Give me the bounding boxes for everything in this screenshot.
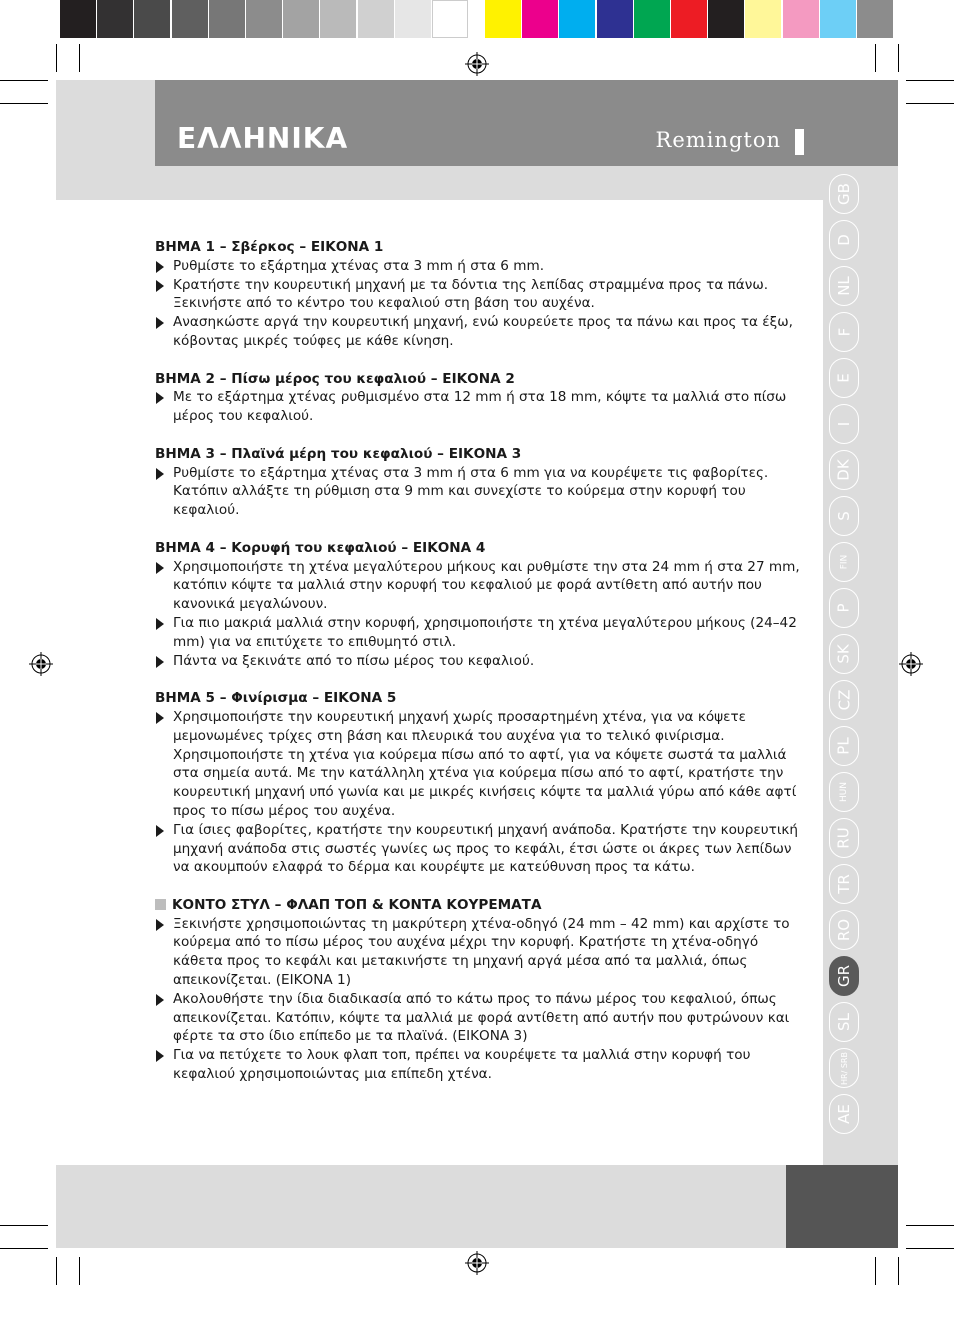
language-tab-hun[interactable] (829, 772, 859, 812)
instruction-section (155, 689, 803, 877)
gray-swatch (209, 0, 245, 38)
section-heading-text: ΒΗΜΑ 1 – Σβέρκος – ΕΙΚΟΝΑ 1 (155, 239, 384, 255)
color-swatch (485, 0, 521, 38)
instruction-text: Ρυθμίστε το εξάρτημα χτένας στα 3 mm ή στα 6 mm για να κουρέψετε τις φαβορίτες. Κατόπιν αλλάξτε τη ρύθμιση στα 9 mm και συνεχίστε το κούρεμα στην κορυφή του κεφαλιού. (173, 464, 769, 519)
instruction-text: Ρυθμίστε το εξάρτημα χτένας στα 3 mm ή στα 6 mm. (173, 257, 545, 274)
language-tab-label: SK (834, 644, 853, 664)
section-heading-text: ΚΟΝΤΟ ΣΤΥΛ – ΦΛΑΠ ΤΟΠ & ΚΟΝΤΑ ΚΟΥΡΕΜΑΤΑ (172, 896, 542, 913)
gray-swatch (395, 0, 431, 38)
triangle-bullet-icon (156, 618, 164, 630)
language-tab-tr[interactable] (829, 864, 859, 904)
crop-mark (906, 80, 954, 81)
instruction-item (155, 915, 803, 990)
gray-swatch (134, 0, 170, 38)
language-tab-ru[interactable] (829, 818, 859, 858)
crop-mark (79, 44, 80, 72)
language-tab-label: D (835, 234, 853, 246)
language-tab-ro[interactable] (829, 910, 859, 950)
instruction-text: Για ίσιες φαβορίτες, κρατήστε την κουρευτική μηχανή ανάποδα. Κρατήστε την κουρευτική μηχανή ανάποδα στις σωστές γωνίες ως προς το κεφάλι, έτσι ώστε οι άκρες των λεπίδων να ακουμπούν ελαφρά το δέρμα και κουρέψτε με κατεύθυνση προς τα κάτω. (173, 821, 799, 876)
instructions-content (155, 238, 803, 1103)
language-tab-i[interactable] (829, 404, 859, 444)
instruction-item (155, 313, 803, 351)
instruction-text: Με το εξάρτημα χτένας ρυθμισμένο στα 12 mm ή στα 18 mm, κόψτε τα μαλλιά στο πίσω μέρος του κεφαλιού. (173, 389, 787, 425)
header-bar (155, 80, 898, 166)
section-heading-text: ΒΗΜΑ 5 – Φινίρισμα – ΕΙΚΟΝΑ 5 (155, 690, 397, 707)
section-heading-text: ΒΗΜΑ 4 – Κορυφή του κεφαλιού – ΕΙΚΟΝΑ 4 (155, 539, 486, 556)
section-heading (155, 896, 803, 915)
triangle-bullet-icon (156, 468, 164, 480)
language-tab-label: AE (835, 1104, 853, 1124)
color-swatch (783, 0, 819, 38)
instruction-text: Ακολουθήστε την ίδια διαδικασία από το κάτω προς το πάνω μέρος του κεφαλιού, όπως απεικονίζεται. Κατόπιν, κόψτε τα μαλλιά με φορά αντίθετη από αυτήν που φυτρώνουν και φέρτε τα στο ίδιο επίπεδο με τα πλαϊνά. (ΕΙΚΟΝΑ 3) (173, 990, 790, 1045)
instruction-item (155, 708, 803, 821)
language-tab-pl[interactable] (829, 726, 859, 766)
section-heading (155, 445, 803, 464)
crop-mark (56, 44, 57, 72)
section-heading (155, 370, 803, 389)
triangle-bullet-icon (156, 317, 164, 329)
registration-mark-icon (899, 652, 923, 676)
color-swatch (745, 0, 781, 38)
language-tab-p[interactable] (829, 588, 859, 628)
triangle-bullet-icon (156, 392, 164, 404)
triangle-bullet-icon (156, 712, 164, 724)
instruction-item (155, 821, 803, 877)
instruction-item (155, 652, 803, 671)
language-tab-gb[interactable] (829, 174, 859, 214)
gray-swatch (97, 0, 133, 38)
crop-mark (0, 103, 48, 104)
instruction-item (155, 558, 803, 614)
language-tab-label: HUN (839, 781, 849, 803)
gray-swatch (246, 0, 282, 38)
triangle-bullet-icon (156, 994, 164, 1006)
gray-swatch (320, 0, 356, 38)
gray-swatch (172, 0, 208, 38)
color-swatch (597, 0, 633, 38)
triangle-bullet-icon (156, 919, 164, 931)
crop-mark (906, 1248, 954, 1249)
section-heading-text: ΒΗΜΑ 2 – Πίσω μέρος του κεφαλιού – ΕΙΚΟΝΑ 2 (155, 370, 515, 387)
instruction-section (155, 896, 803, 1084)
color-swatch (522, 0, 558, 38)
crop-mark (0, 80, 48, 81)
language-tab-cz[interactable] (829, 680, 859, 720)
color-swatch (671, 0, 707, 38)
color-swatch (559, 0, 595, 38)
crop-mark (875, 44, 876, 72)
section-heading-text: ΒΗΜΑ 3 – Πλαϊνά μέρη του κεφαλιού – ΕΙΚΟΝΑ 3 (155, 445, 522, 462)
instruction-item (155, 1046, 803, 1084)
section-heading (155, 539, 803, 558)
color-swatch (634, 0, 670, 38)
registration-mark-icon (465, 52, 489, 76)
instruction-item (155, 388, 803, 426)
language-tab-label: SL (834, 1013, 853, 1031)
crop-mark (79, 1257, 80, 1285)
language-tab-label: GB (834, 183, 853, 205)
gray-swatch (358, 0, 394, 38)
triangle-bullet-icon (156, 562, 164, 574)
language-tab-s[interactable] (829, 496, 859, 536)
instruction-item (155, 990, 803, 1046)
language-tab-label: NL (834, 276, 853, 296)
language-tab-sk[interactable] (829, 634, 859, 674)
crop-mark (0, 1248, 48, 1249)
gray-swatch (432, 0, 468, 38)
language-tab-d[interactable] (829, 220, 859, 260)
language-tab-label: FIN (838, 554, 849, 570)
language-tab-hrsrb[interactable] (829, 1048, 859, 1088)
page-number-block (786, 1165, 898, 1248)
triangle-bullet-icon (156, 825, 164, 837)
crop-mark (0, 1225, 48, 1226)
instruction-text: Χρησιμοποιήστε τη χτένα μεγαλύτερου μήκους και ρυθμίστε την στα 24 mm ή στα 27 mm, κατόπιν κόψτε τα μαλλιά στην κορυφή του κεφαλιού με φορά αντίθετη από αυτήν που κανονικά μεγαλώνουν. (173, 558, 800, 613)
instruction-section (155, 238, 803, 351)
gray-swatch (60, 0, 96, 38)
language-tab-e[interactable] (829, 358, 859, 398)
instruction-item (155, 464, 803, 520)
instruction-section (155, 445, 803, 520)
language-tab-label: PL (835, 737, 853, 755)
instruction-text: Για πιο μακριά μαλλιά στην κορυφή, χρησιμοποιήστε τη χτένα μεγαλύτερου μήκους (24–42 mm) για να επιτύχετε το επιθυμητό στιλ. (173, 614, 797, 650)
language-tab-label: P (834, 603, 853, 613)
language-tab-f[interactable] (829, 312, 859, 352)
language-tab-gr[interactable] (829, 956, 859, 996)
language-tab-label: RU (835, 827, 853, 849)
instruction-text: Ανασηκώστε αργά την κουρευτική μηχανή, ενώ κουρεύετε προς τα πάνω και προς τα έξω, κόβοντας μικρές τούφες με κάθε κίνηση. (173, 314, 793, 349)
triangle-bullet-icon (156, 280, 164, 292)
section-heading (155, 689, 803, 708)
language-tab-label: DK (834, 459, 853, 481)
square-bullet-icon (155, 899, 166, 910)
triangle-bullet-icon (156, 261, 164, 273)
instruction-item (155, 614, 803, 652)
footer-band (359, 1165, 823, 1248)
color-swatch (820, 0, 856, 38)
language-tab-label: CZ (835, 689, 853, 711)
instruction-item (155, 276, 803, 314)
registration-mark-icon (465, 1251, 489, 1275)
language-tab-label: F (834, 327, 853, 337)
instruction-text: Κρατήστε την κουρευτική μηχανή με τα δόντια της λεπίδας στραμμένα προς τα πάνω. Ξεκινήστε από το κέντρο του κεφαλιού στη βάση του αυχένα. (173, 276, 769, 312)
language-tabs (829, 174, 863, 1140)
language-tab-label: E (834, 373, 853, 383)
crop-mark (906, 1225, 954, 1226)
instruction-text: Πάντα να ξεκινάτε από το πίσω μέρος του κεφαλιού. (173, 652, 535, 669)
triangle-bullet-icon (156, 656, 164, 668)
language-tab-nl[interactable] (829, 266, 859, 306)
instruction-item (155, 257, 803, 276)
instruction-text: Ξεκινήστε χρησιμοποιώντας τη μακρύτερη χτένα-οδηγό (24 mm – 42 mm) και αρχίστε το κούρεμα από το πίσω μέρος του αυχένα μέχρι την κορυφή. Κρατήστε τη χτένα-οδηγό κάθετα προς το κεφάλι και μετακινήστε τη μηχανή αργά μέσα από τα μαλλιά, όπως απεικονίζεται. (ΕΙΚΟΝΑ 1) (173, 915, 790, 989)
brand-logo-bar (795, 129, 804, 155)
section-heading (155, 238, 803, 257)
instruction-text: Χρησιμοποιήστε την κουρευτική μηχανή χωρίς προσαρτημένη χτένα, για να κόψετε μεμονωμένες τρίχες στη βάση και πλευρικά του αυχένα για το τελικό φινίρισμα. Χρησιμοποιήστε τη χτένα για κούρεμα πίσω από το αφτί, για να κόψετε σωστά τα μαλλιά στα σημεία αυτά. Με την κατάλληλη χτένα για κούρεμα πίσω από το αφτί, κρατήστε την κουρευτική μηχανή υπό γωνία και με μικρές κινήσεις κόψτε τα μαλλιά γύρω από κάθε αφτί προς το πίσω μέρος του αυχένα. (173, 708, 797, 819)
language-tab-label: HR/ SRB (839, 1051, 849, 1085)
page-title: ΕΛΛΗΝΙΚΑ (177, 122, 349, 155)
crop-mark (898, 1257, 899, 1285)
language-tab-dk[interactable] (829, 450, 859, 490)
color-swatch (857, 0, 893, 38)
instruction-section (155, 370, 803, 426)
language-tab-label: I (835, 421, 853, 427)
color-swatch (708, 0, 744, 38)
brand-logo: Remington (655, 128, 781, 152)
language-tab-sl[interactable] (829, 1002, 859, 1042)
gray-swatch (283, 0, 319, 38)
crop-mark (898, 44, 899, 72)
instruction-section (155, 539, 803, 671)
registration-mark-icon (29, 652, 53, 676)
crop-mark (875, 1257, 876, 1285)
crop-mark (56, 1257, 57, 1285)
language-tab-label: TR (835, 874, 853, 894)
triangle-bullet-icon (156, 1050, 164, 1062)
language-tab-fin[interactable] (829, 542, 859, 582)
language-tab-label: GR (834, 964, 853, 988)
instruction-text: Για να πετύχετε το λουκ φλαπ τοπ, πρέπει να κουρέψετε τα μαλλιά στην κορυφή του κεφαλιού χρησιμοποιώντας μια επίπεδη χτένα. (173, 1047, 751, 1083)
language-tab-label: S (835, 511, 853, 521)
language-tab-label: RO (834, 918, 853, 942)
language-tab-ae[interactable] (829, 1094, 859, 1134)
crop-mark (906, 103, 954, 104)
